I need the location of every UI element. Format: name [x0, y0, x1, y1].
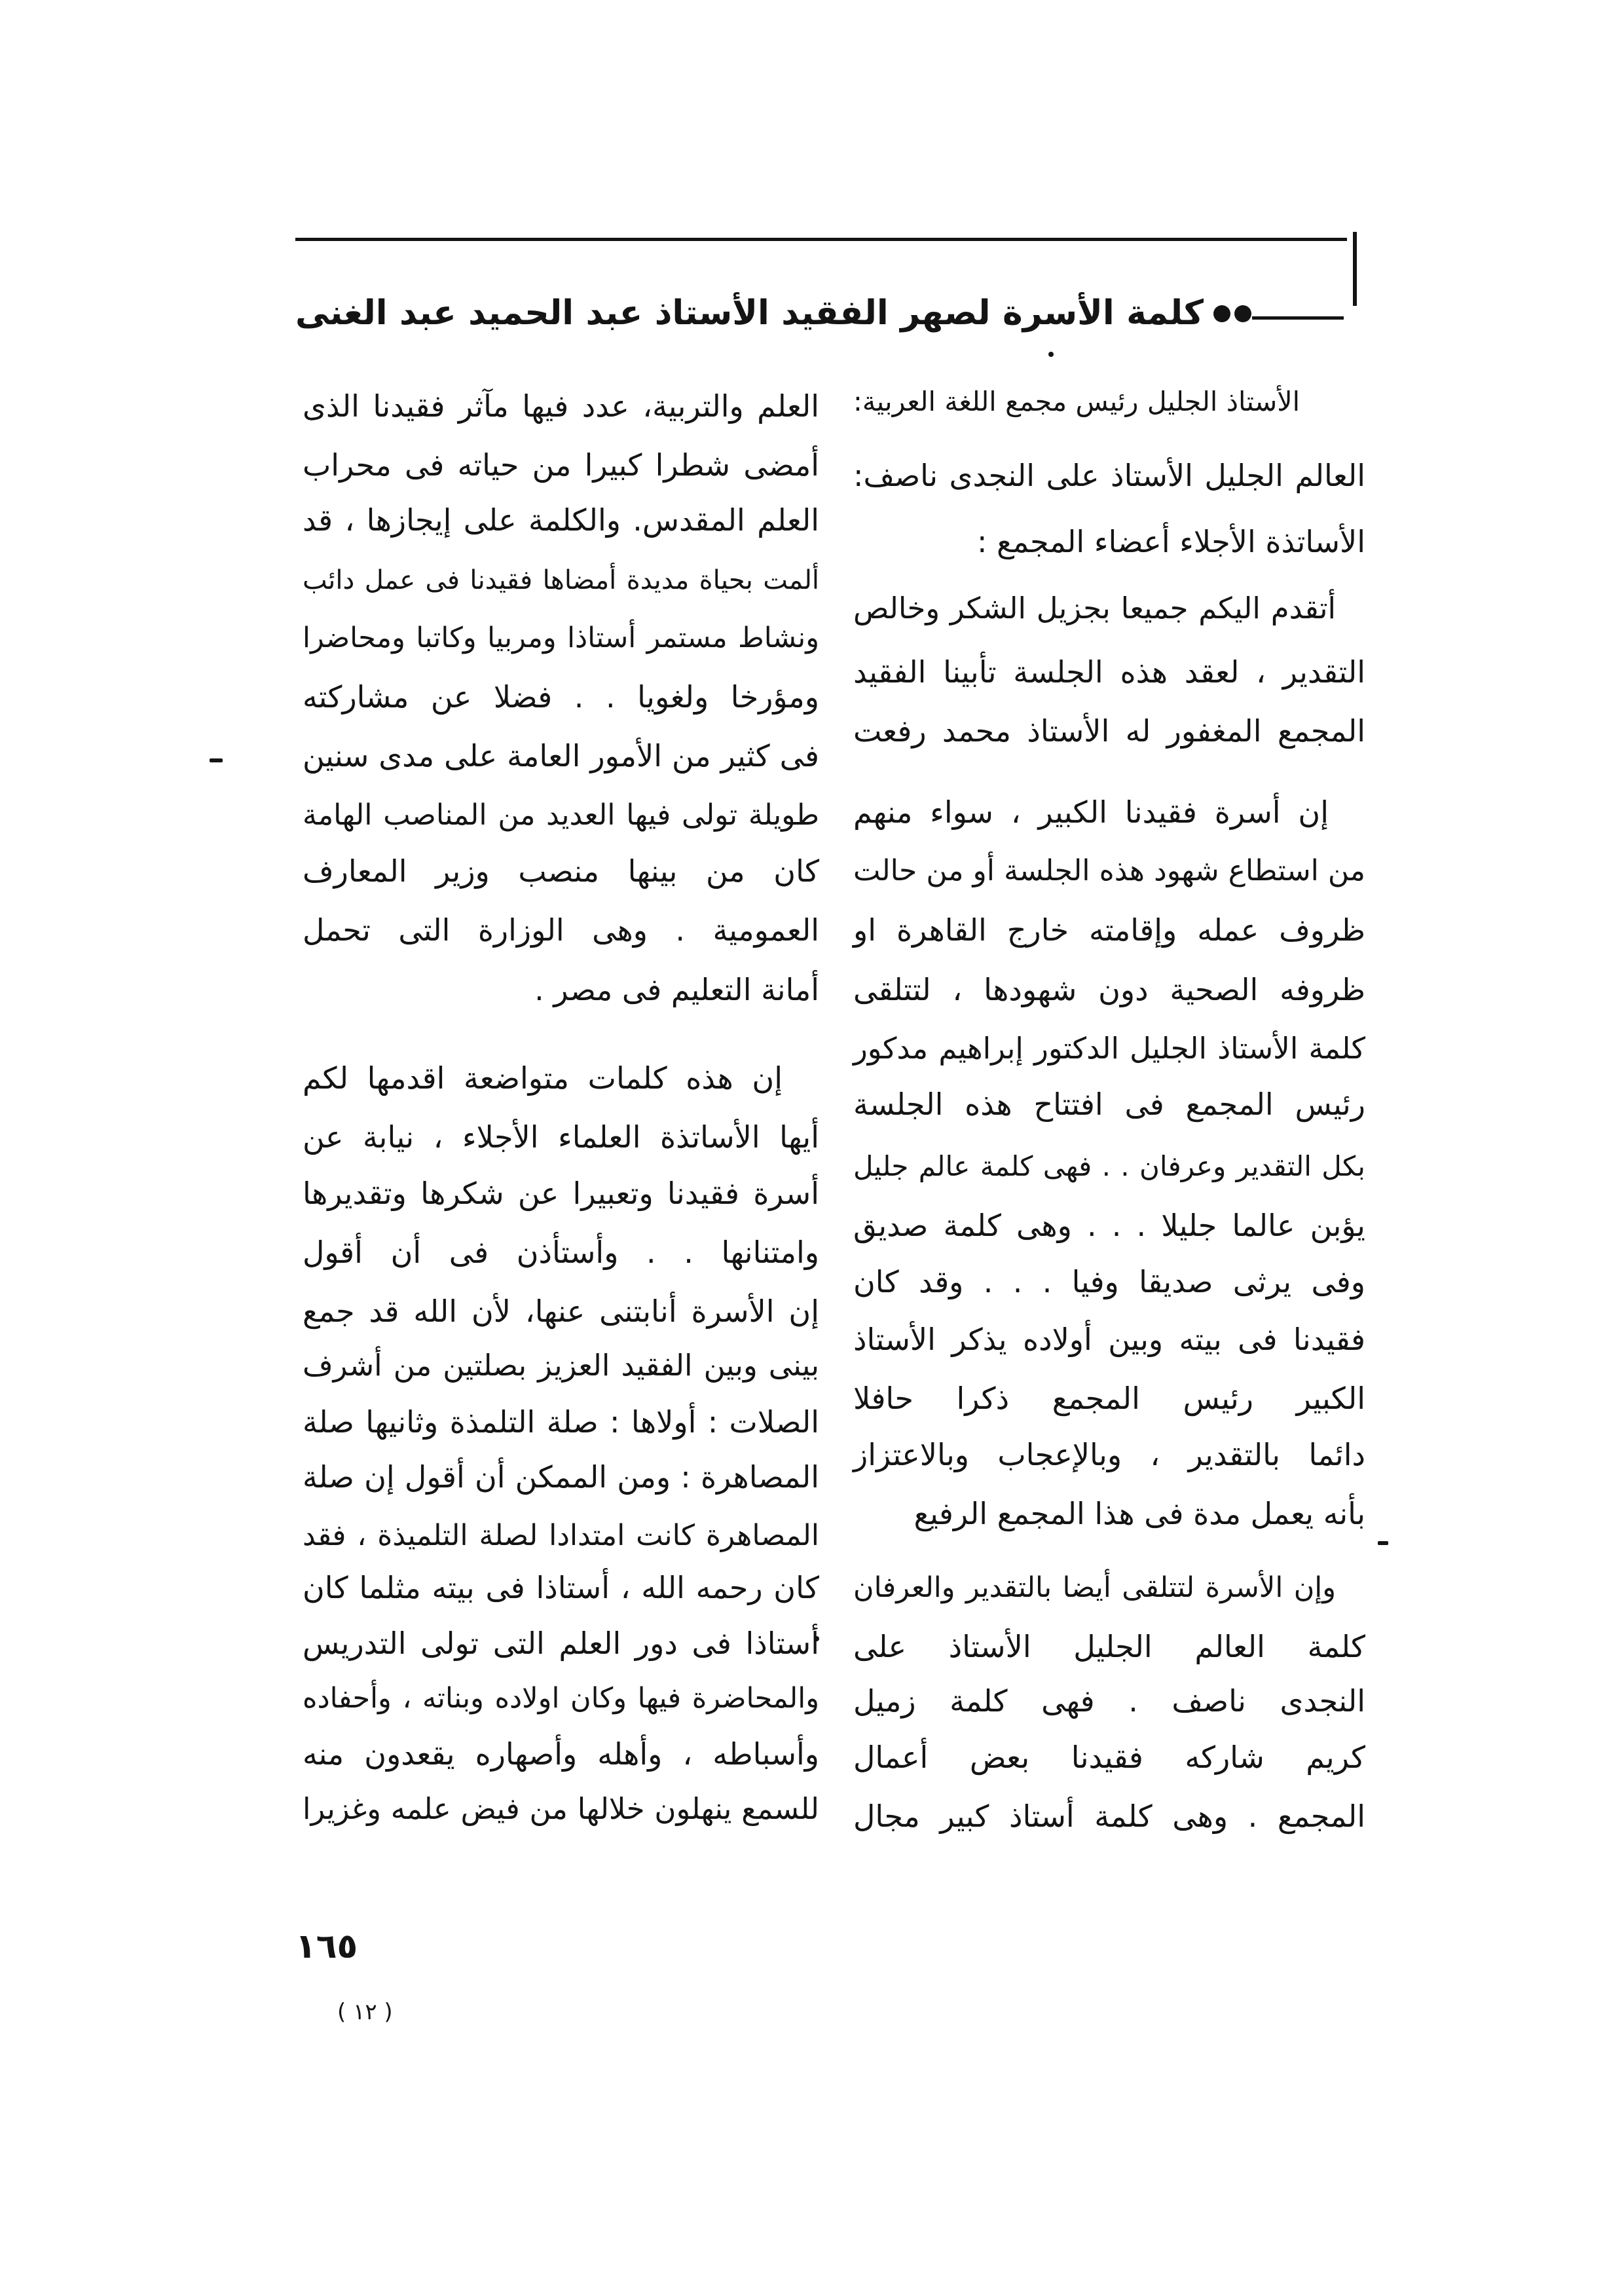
text-line: بأنه يعمل مدة فى هذا المجمع الرفيع — [913, 1496, 1365, 1531]
page-number: ١٦٥ — [295, 1927, 358, 1966]
text-line: المصاهرة : ومن الممكن أن أقول إن صلة — [303, 1459, 819, 1495]
text-line: أمضى شطرا كبيرا من حياته فى محراب — [303, 447, 819, 483]
text-line: كلمة العالم الجليل الأستاذ على — [853, 1629, 1365, 1664]
text-line: ومؤرخا ولغويا . . فضلا عن مشاركته — [303, 679, 819, 715]
text-line: وإن الأسرة لتتلقى أيضا بالتقدير والعرفان — [853, 1571, 1336, 1604]
text-line: إن الأسرة أنابتنى عنها، لأن الله قد جمع — [303, 1294, 819, 1329]
text-line: أستاذا فى دور العلم التى تولى التدريس — [303, 1626, 819, 1661]
text-line: المجمع . وهى كلمة أستاذ كبير مجال — [853, 1799, 1365, 1834]
text-line: ظروفه الصحية دون شهودها ، لتتلقى — [853, 972, 1365, 1007]
scan-speck — [1378, 1541, 1388, 1545]
text-line: رئيس المجمع فى افتتاح هذه الجلسة — [853, 1087, 1365, 1122]
text-line: العمومية . وهى الوزارة التى تحمل — [303, 912, 819, 948]
text-line: إن هذه كلمات متواضعة اقدمها لكم — [303, 1060, 783, 1096]
text-line: كلمة الأستاذ الجليل الدكتور إبراهيم مدكور — [853, 1031, 1365, 1066]
text-line: أتقدم اليكم جميعا بجزيل الشكر وخالص — [853, 591, 1336, 625]
text-line: إن أسرة فقيدنا الكبير ، سواء منهم — [853, 794, 1329, 830]
text-line: وأسباطه ، وأهله وأصهاره يقعدون منه — [303, 1736, 819, 1772]
left-column — [303, 0, 819, 2295]
article-title: كلمة الأسرة لصهر الفقيد الأستاذ عبد الحميد عبد الغنى — [295, 293, 1204, 333]
text-line: أسرة فقيدنا وتعبيرا عن شكرها وتقديرها — [303, 1176, 819, 1211]
text-line: كريم شاركه فقيدنا بعض أعمال — [853, 1740, 1365, 1775]
text-line: فى كثير من الأمور العامة على مدى سنين — [303, 738, 819, 774]
text-line: العالم الجليل الأستاذ على النجدى ناصف: — [853, 458, 1365, 493]
text-line: الأستاذ الجليل رئيس مجمع اللغة العربية: — [853, 386, 1300, 417]
right-column — [853, 0, 1365, 2295]
text-line: ظروف عمله وإقامته خارج القاهرة او — [853, 912, 1365, 948]
text-line: المجمع المغفور له الأستاذ محمد رفعت — [853, 713, 1365, 749]
text-line: كان رحمه الله ، أستاذا فى بيته مثلما كان — [303, 1570, 819, 1605]
text-line: كان من بينها منصب وزير المعارف — [303, 853, 819, 889]
text-line: المصاهرة كانت امتدادا لصلة التلميذة ، فقد — [303, 1519, 819, 1552]
signature-mark: ( ١٢ ) — [337, 1999, 393, 2025]
text-line: طويلة تولى فيها العديد من المناصب الهامة — [303, 798, 819, 832]
text-line: النجدى ناصف . فهى كلمة زميل — [853, 1683, 1365, 1719]
text-line: ألمت بحياة مديدة أمضاها فقيدنا فى عمل دائب — [303, 565, 819, 595]
text-line: العلم والتربية، عدد فيها مآثر فقيدنا الذى — [303, 388, 819, 424]
text-line: دائما بالتقدير ، وبالإعجاب وبالاعتزاز — [853, 1437, 1365, 1472]
text-line: أيها الأساتذة العلماء الأجلاء ، نيابة عن — [303, 1119, 819, 1155]
text-line: من استطاع شهود هذه الجلسة أو من حالت — [853, 854, 1365, 887]
text-line: يؤبن عالما جليلا . . . وهى كلمة صديق — [853, 1208, 1365, 1243]
text-line: للسمع ينهلون خلالها من فيض علمه وغزيرا — [303, 1791, 819, 1826]
text-line: أمانة التعليم فى مصر . — [534, 972, 819, 1007]
text-line: فقيدنا فى بيته وبين أولاده يذكر الأستاذ — [853, 1322, 1365, 1357]
text-line: وفى يرثى صديقا وفيا . . . وقد كان — [853, 1264, 1365, 1299]
text-line: والمحاضرة فيها وكان اولاده وبناته ، وأحفاده — [303, 1682, 819, 1715]
text-line: العلم المقدس. والكلمة على إيجازها ، قد — [303, 502, 819, 538]
text-line: الأساتذة الأجلاء أعضاء المجمع : — [976, 524, 1365, 559]
text-line: الصلات : أولاها : صلة التلمذة وثانيها صلة — [303, 1404, 819, 1440]
text-line: بينى وبين الفقيد العزيز بصلتين من أشرف — [303, 1348, 819, 1383]
text-line: الكبير رئيس المجمع ذكرا حافلا — [853, 1381, 1365, 1416]
scan-speck — [210, 758, 223, 762]
text-line: ونشاط مستمر أستاذا ومربيا وكاتبا ومحاضرا — [303, 622, 819, 654]
text-line: بكل التقدير وعرفان . . فهى كلمة عالم جليل — [853, 1150, 1365, 1182]
text-line: وامتنانها . . وأستأذن فى أن أقول — [303, 1235, 819, 1270]
text-line: التقدير ، لعقد هذه الجلسة تأبينا الفقيد — [853, 654, 1365, 690]
